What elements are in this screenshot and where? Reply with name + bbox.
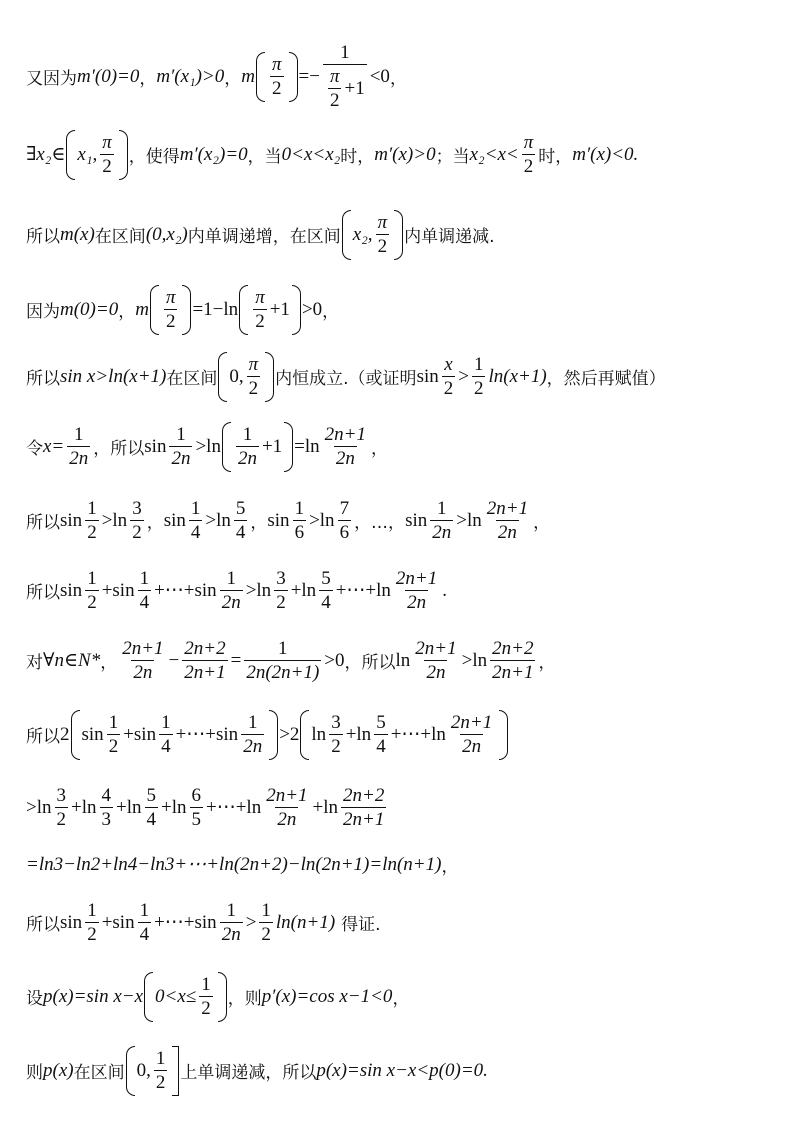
text: ，使得 xyxy=(128,147,180,168)
paren-group xyxy=(150,285,192,335)
fraction: $\frac{1}{2}$ xyxy=(87,900,97,945)
text: ，当 xyxy=(247,147,282,168)
paren-group: 0, $\frac{1}{2}$ xyxy=(126,1046,180,1096)
math: +ln xyxy=(290,579,317,601)
math: >0 xyxy=(324,649,345,671)
text: 在区间 xyxy=(94,227,146,248)
fraction: $\frac{2n+1}{2n}$ xyxy=(122,638,164,683)
text: 得证. xyxy=(341,915,381,936)
math: +⋯+sin xyxy=(154,912,217,934)
text: 因为 xyxy=(26,302,60,323)
paren-group: $\frac{\pi}{2}$ +1 xyxy=(239,285,301,335)
math: +⋯+ln xyxy=(206,797,262,819)
fraction: $\frac{5}{4}$ xyxy=(235,498,246,543)
fraction: $\frac{1}{2n}$ xyxy=(243,712,263,757)
math: sin xyxy=(60,509,83,531)
math: >ln xyxy=(245,579,272,601)
fraction: $\frac{\pi}{2}$ xyxy=(248,354,259,399)
math: m(0)=0 xyxy=(60,298,119,320)
math: sin xyxy=(60,579,83,601)
math: +⋯+ln xyxy=(335,580,391,602)
fraction: $\frac{1}{2n}$ xyxy=(237,424,257,469)
text: ，所以 xyxy=(93,439,145,460)
math: +ln xyxy=(71,796,97,818)
fraction: $\frac{5}{4}$ xyxy=(376,712,386,757)
fraction: $\frac{1}{2}$ xyxy=(87,498,97,543)
math: >ln xyxy=(26,796,52,818)
text: ， xyxy=(250,513,268,534)
line-14 xyxy=(26,972,786,1022)
math: ∀n∈N* xyxy=(43,650,101,672)
math: =− xyxy=(298,65,320,87)
text: ， xyxy=(389,69,407,90)
math: >ln xyxy=(309,509,335,531)
text: 上单调递减，所以 xyxy=(180,1063,317,1084)
math: x₂<x< xyxy=(469,143,519,165)
line-10 xyxy=(26,710,786,760)
line-5 xyxy=(26,352,786,402)
fraction: $\frac{2n+2}{2n+1}$ xyxy=(343,785,385,830)
math: >ln xyxy=(101,509,128,531)
line-8 xyxy=(26,568,786,614)
fraction: $\frac{2n+2}{2n+1}$ xyxy=(184,638,226,683)
fraction: $\frac{1}{2}$ xyxy=(261,900,271,945)
fraction: $\frac{\pi}{2}$ xyxy=(255,287,265,332)
math: >ln xyxy=(195,435,221,457)
math: 2 xyxy=(60,723,70,745)
text: ， xyxy=(538,653,556,674)
math: (0,x₂) xyxy=(145,223,188,245)
fraction: $\frac{\pi}{2}$ xyxy=(102,132,112,177)
paren-group: $\frac{1}{2n}$ +1 xyxy=(222,422,293,472)
fraction: $\frac{3}{2}$ xyxy=(331,712,341,757)
paren-group: 0<x≤ $\frac{1}{2}$ xyxy=(144,972,227,1022)
fraction: $\frac{1}{4}$ xyxy=(139,568,150,613)
text: 内单调递减. xyxy=(404,227,495,248)
text: 内恒成立.（或证明 xyxy=(275,369,417,390)
text: 时， xyxy=(538,147,573,168)
line-1 xyxy=(26,42,786,112)
text: ， xyxy=(118,302,136,323)
math: >ln xyxy=(456,509,482,531)
math: =1−ln xyxy=(192,298,239,320)
math: >2 xyxy=(279,723,300,745)
fraction: $\frac{1}{4}$ xyxy=(139,900,150,945)
paren-group: sin $\frac{1}{2}$ +sin $\frac{1}{4}$ +⋯+sin $\frac{1}{2n}$ xyxy=(71,710,279,760)
math: sin xyxy=(405,509,428,531)
paren-group xyxy=(256,52,298,102)
math: ln xyxy=(395,649,411,671)
math: ∃x₂∈ xyxy=(26,144,66,166)
text: ， xyxy=(224,69,242,90)
text: 所以 xyxy=(26,915,60,936)
math: +ln xyxy=(116,796,142,818)
fraction: $\frac{2n+1}{2n}$ xyxy=(486,498,529,543)
math: = xyxy=(230,649,242,671)
fraction: $\frac{1}{2n}$ xyxy=(171,424,191,469)
fraction: $\frac{2n+1}{2n}$ xyxy=(450,712,493,757)
fraction: $\frac{1}{2}$ xyxy=(87,568,97,613)
text: ， xyxy=(146,513,164,534)
text: 所以 xyxy=(26,513,60,534)
math: sin xyxy=(60,911,83,933)
math: p′(x)=cos x−1<0 xyxy=(261,985,393,1007)
text: ， xyxy=(441,857,459,877)
line-9 xyxy=(26,638,786,684)
fraction: $\frac{x}{2}$ xyxy=(443,354,454,399)
text: 所以 xyxy=(26,369,60,390)
math: m′(x₂)=0 xyxy=(179,143,248,165)
math: p(x)=sin x−x xyxy=(43,985,144,1007)
text: 内单调递增，在区间 xyxy=(187,227,341,248)
math: 0<x<x₂ xyxy=(281,143,341,165)
paren-group: 0, $\frac{\pi}{2}$ xyxy=(218,352,274,402)
text: 设 xyxy=(26,989,43,1010)
math: ln(x+1) xyxy=(488,365,547,387)
math: sin xyxy=(163,509,186,531)
math: sin xyxy=(144,435,167,457)
math: m′(0)=0 xyxy=(77,65,140,87)
math: m xyxy=(241,65,255,87)
fraction: $\frac{6}{5}$ xyxy=(191,785,201,830)
fraction: $\frac{1}{2n}$ xyxy=(221,900,241,945)
text: ， xyxy=(371,439,388,460)
math: sin x>ln(x+1) xyxy=(60,365,167,387)
text: ，则 xyxy=(227,989,262,1010)
text: 令 xyxy=(26,439,43,460)
fraction: $\frac{7}{6}$ xyxy=(339,498,350,543)
math: p(x) xyxy=(43,1059,74,1081)
math: >ln xyxy=(461,649,488,671)
line-7 xyxy=(26,498,786,544)
math: . xyxy=(442,579,447,601)
fraction: $\frac{1}{4}$ xyxy=(190,498,201,543)
math: ln(n+1) xyxy=(275,911,336,933)
text: ， xyxy=(139,69,157,90)
text: 所以 xyxy=(26,227,60,248)
math: =ln xyxy=(294,435,320,457)
math: m(x) xyxy=(60,223,95,245)
math: >ln xyxy=(205,509,231,531)
fraction: $\frac{4}{3}$ xyxy=(101,785,111,830)
text: ， xyxy=(533,513,551,534)
fraction: $\frac{3}{2}$ xyxy=(56,785,66,830)
fraction: $\frac{\pi}{2}$ xyxy=(329,65,340,111)
paren-group: x₂, $\frac{\pi}{2}$ xyxy=(342,210,403,260)
math: <0 xyxy=(369,65,390,87)
fraction: $\frac{1}{2n}$ xyxy=(69,424,89,469)
text: ，…， xyxy=(354,513,406,534)
text: 在区间 xyxy=(73,1063,125,1084)
fraction: $\frac{1}{2}$ xyxy=(201,974,211,1019)
fraction: $\frac{1}{2}$ xyxy=(155,1048,166,1093)
fraction: $\frac{3}{2}$ xyxy=(276,568,286,613)
fraction: $\frac{\pi}{2}$ xyxy=(523,132,534,177)
fraction: $\frac{1}{2}$ xyxy=(108,712,119,757)
text: ；当 xyxy=(435,147,470,168)
text: 时， xyxy=(340,147,375,168)
text: 又因为 xyxy=(26,69,77,90)
text: ， xyxy=(100,653,118,674)
fraction: $\frac{\pi}{2}$ xyxy=(377,212,388,257)
fraction: $\frac{5}{4}$ xyxy=(321,568,331,613)
math: sin xyxy=(267,509,290,531)
math: m xyxy=(135,298,149,320)
fraction: $\frac{2n+2}{2n+1}$ xyxy=(492,638,534,683)
fraction: $\frac{1}{2n}$ xyxy=(432,498,452,543)
text: 所以 xyxy=(26,583,60,604)
math: >0 xyxy=(301,298,323,320)
line-4 xyxy=(26,285,786,335)
math: sin xyxy=(416,365,439,387)
text: 所以 xyxy=(26,727,60,748)
fraction: $\frac{2n+1}{2n}$ xyxy=(266,785,308,830)
fraction: $\frac{1}{2n}$ xyxy=(221,568,241,613)
fraction: $\frac{3}{2}$ xyxy=(132,498,142,543)
math: +ln xyxy=(312,796,339,818)
math: p(x)=sin x−x<p(0)=0. xyxy=(316,1059,488,1081)
math: m′(x₁)>0 xyxy=(156,65,225,87)
text: 对 xyxy=(26,653,43,674)
fraction: $\frac{1}{6}$ xyxy=(294,498,305,543)
text: ， xyxy=(392,989,410,1010)
text: ，所以 xyxy=(344,653,396,674)
math: m′(x)<0. xyxy=(572,143,639,165)
math: +⋯+sin xyxy=(154,580,217,602)
line-13 xyxy=(26,900,786,946)
fraction: $\frac{2n+1}{2n}$ xyxy=(324,424,366,469)
math: m′(x)>0 xyxy=(374,143,436,165)
line-3 xyxy=(26,210,786,260)
fraction: $\frac{1}{2n(2n+1)}$ xyxy=(246,638,320,683)
math: +sin xyxy=(101,579,135,601)
math: =ln3−ln2+ln4−ln3+⋯+ln(2n+2)−ln(2n+1)=ln(n+1) xyxy=(26,854,442,875)
math: +ln xyxy=(161,796,187,818)
math: > xyxy=(458,365,469,387)
fraction: $\frac{1}{2}$ xyxy=(473,354,484,399)
fraction: $\frac{1}{4}$ xyxy=(161,712,171,757)
fraction: 1 $\frac{\pi}{2}$ +1 xyxy=(323,42,367,112)
math: x= xyxy=(43,435,65,457)
fraction: $\frac{\pi}{2}$ xyxy=(272,53,282,99)
paren-group: x₁, $\frac{\pi}{2}$ xyxy=(66,130,127,180)
line-6 xyxy=(26,422,786,472)
text: 在区间 xyxy=(166,369,218,390)
line-15 xyxy=(26,1046,786,1096)
math: > xyxy=(245,911,257,933)
math: − xyxy=(168,649,180,671)
text: ， xyxy=(322,302,340,323)
line-2 xyxy=(26,130,786,180)
line-11 xyxy=(26,785,786,831)
text: 则 xyxy=(26,1063,43,1084)
line-12 xyxy=(26,852,786,877)
fraction: $\frac{\pi}{2}$ xyxy=(165,287,176,332)
paren-group: ln $\frac{3}{2}$ +ln $\frac{5}{4}$ +⋯+ln $\frac{2n+1}{2n}$ xyxy=(300,710,508,760)
math: +sin xyxy=(101,911,135,933)
fraction: $\frac{2n+1}{2n}$ xyxy=(415,638,457,683)
text: ，然后再赋值） xyxy=(546,369,666,390)
fraction: $\frac{2n+1}{2n}$ xyxy=(395,568,438,613)
fraction: $\frac{5}{4}$ xyxy=(146,785,156,830)
